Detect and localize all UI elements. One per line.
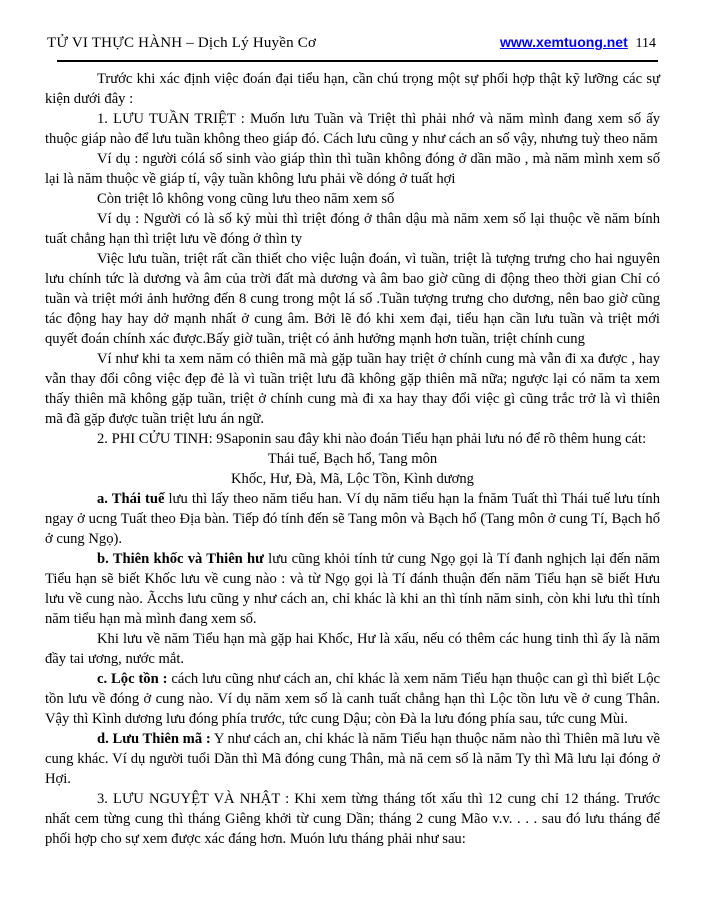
paragraph — [45, 729, 660, 789]
bold-text-run: c. Lộc tồn : — [97, 671, 168, 687]
paragraph — [45, 429, 660, 449]
text-run: Khi lưu về năm Tiểu hạn mà gặp hai Khốc, Hư là xấu, nếu có thêm các hung tinh thì ấy là năm đầy tai ương, nước mắt. — [45, 631, 660, 667]
document-body — [45, 69, 660, 849]
text-run: 3. LƯU NGUYỆT VÀ NHẬT : Khi xem từng tháng tốt xấu thì 12 cung chỉ 12 tháng. Trước nhất cem từng cung thì tháng Giêng khởi từ cung Dần; tháng 2 cung Mão v.v. . . . sau đó lưu tháng để phối hợp cho sự xem được xác đáng hơn. Muón lưu tháng phải như sau: — [45, 791, 660, 847]
text-run: Việc lưu tuần, triệt rất cần thiết cho việc luận đoán, vì tuần, triệt là tượng trưng cho hai nguyên lưu chính tức là dương và âm của trời đất mà dương và âm bao giờ cũng di động theo thời gian Chỉ có tuần và triệt mới ảnh hưởng đến 8 cung trong một lá số .Tuần tượng trưng cho dương, nên bao giờ cũng tác động hay hay dở mạnh nhất ở cung âm. Bởi lẽ đó khi xem đại, tiểu hạn cần lưu tuần và triệt mới quyết đoán chính xác được.Bấy giờ tuần, triệt có ảnh hưởng mạnh hơn tuần, triệt chính cung — [45, 251, 660, 347]
bold-text-run: d. Lưu Thiên mã : — [97, 731, 211, 747]
header-right — [500, 34, 656, 52]
paragraph — [45, 669, 660, 729]
text-run: Ví dụ : người cólá số sinh vào giáp thìn thì tuần không đóng ở dần mão , mà năm mình xem số lại là năm thuộc về giáp tí, vậy tuần không lưu phải về dóng ở tuất hợi — [45, 151, 660, 187]
paragraph — [45, 249, 660, 349]
page-header — [45, 34, 660, 52]
header-divider — [57, 60, 658, 62]
paragraph — [45, 789, 660, 849]
text-run: 2. PHI CỬU TINH: 9Saponin sau đây khi nào đoán Tiểu hạn phải lưu nó để rõ thêm hung cát: — [97, 431, 647, 447]
paragraph — [45, 489, 660, 549]
paragraph — [45, 449, 660, 469]
text-run: Ví như khi ta xem năm có thiên mã mà gặp tuần hay triệt ở chính cung mà vẫn đi xa được , hay vẫn thay đổi công việc đẹp đẻ là vì tuần triệt lưu đã không gặp thiên mã nữa; ngược lại có năm ta xem thấy thiên mã không gặp tuần, triệt ở chính cung mà đi xa hay thay đổi việc gì cũng trắc trở là vì thiên mã đã gặp được tuần triệt lưu án ngữ. — [45, 351, 660, 427]
document-title: TỬ VI THỰC HÀNH – Dịch Lý Huyền Cơ — [47, 35, 317, 51]
text-run: Khốc, Hư, Đà, Mã, Lộc Tồn, Kình dương — [231, 471, 474, 487]
text-run: lưu cũng khỏi tính tử cung Ngọ gọi là Tí đanh nghịch lại đến năm Tiểu hạn sẽ biết Khốc lưu về cung nào : và từ Ngọ gọi là Tí đánh thuận đến năm Tiểu hạn sẽ biết Hưu lưu về cung nào. Ãcchs lưu cũng y như cách an, chỉ khác là khi an thì tính năm sinh, còn khi lưu thì tính năm tiểu hạn mà mình đang xem số. — [45, 551, 660, 627]
bold-text-run: a. Thái tuế — [97, 491, 165, 507]
text-run: Còn triệt lô không vong cũng lưu theo năm xem số — [97, 191, 395, 207]
paragraph — [45, 469, 660, 489]
paragraph — [45, 349, 660, 429]
text-run: lưu thì lấy theo năm tiểu han. Ví dụ năm tiểu hạn la fnăm Tuất thì Thái tuế lưu tính ngay ở ucng Tuất theo Địa bàn. Tiếp đó tính đến sẽ Tang môn và Bạch hổ (Tang môn ở cung Tí, Bạch hổ ở cung Ngọ). — [45, 491, 660, 547]
text-run: Ví dụ : Người có là số kỷ mùi thì triệt đóng ở thân dậu mà năm xem số lại thuộc về năm bính tuất chẳng hạn thì triệt lưu về đóng ở thìn ty — [45, 211, 660, 247]
paragraph — [45, 189, 660, 209]
text-run: Trước khi xác định việc đoán đại tiểu hạn, cần chú trọng một sự phối hợp thật kỹ lưỡng các sự kiện dưới đây : — [45, 71, 660, 107]
paragraph — [45, 549, 660, 629]
paragraph — [45, 109, 660, 149]
text-run: Y như cách an, chỉ khác là năm Tiểu hạn thuộc năm nào thì Thiên mã lưu về cung khác. Ví dụ người tuổi Dần thì Mã đóng cung Thân, mà nă cem số là năm Ty thì Mã lưu lại đóng ở Hợi. — [45, 731, 661, 787]
text-run: cách lưu cũng như cách an, chỉ khác là xem năm Tiểu hạn thuộc can gì thì biết Lộc tồn lưu về đóng ở cung nào. Ví dụ năm xem số là canh tuất chẳng hạn thì Lộc tồn lưu về ở cung Thân. Vậy thì Kình dương lưu đóng phía trước, tức cung Dậu; còn Đà la lưu đóng phía sau, tức cung Mùi. — [45, 671, 660, 727]
bold-text-run: b. Thiên khốc và Thiên hư — [97, 551, 264, 567]
page-number: 114 — [635, 36, 656, 51]
paragraph — [45, 209, 660, 249]
paragraph — [45, 149, 660, 189]
paragraph — [45, 69, 660, 109]
text-run: Thái tuế, Bạch hổ, Tang môn — [267, 451, 438, 467]
text-run: 1. LƯU TUẦN TRIỆT : Muốn lưu Tuần và Triệt thì phải nhớ và năm mình đang xem số ấy thuộc giáp nào để lưu tuần không theo giáp đó. Cách lưu cũng y như cách an số vậy, nhưng tuỳ theo năm — [45, 111, 660, 147]
paragraph — [45, 629, 660, 669]
site-link[interactable]: www.xemtuong.net — [499, 34, 628, 50]
